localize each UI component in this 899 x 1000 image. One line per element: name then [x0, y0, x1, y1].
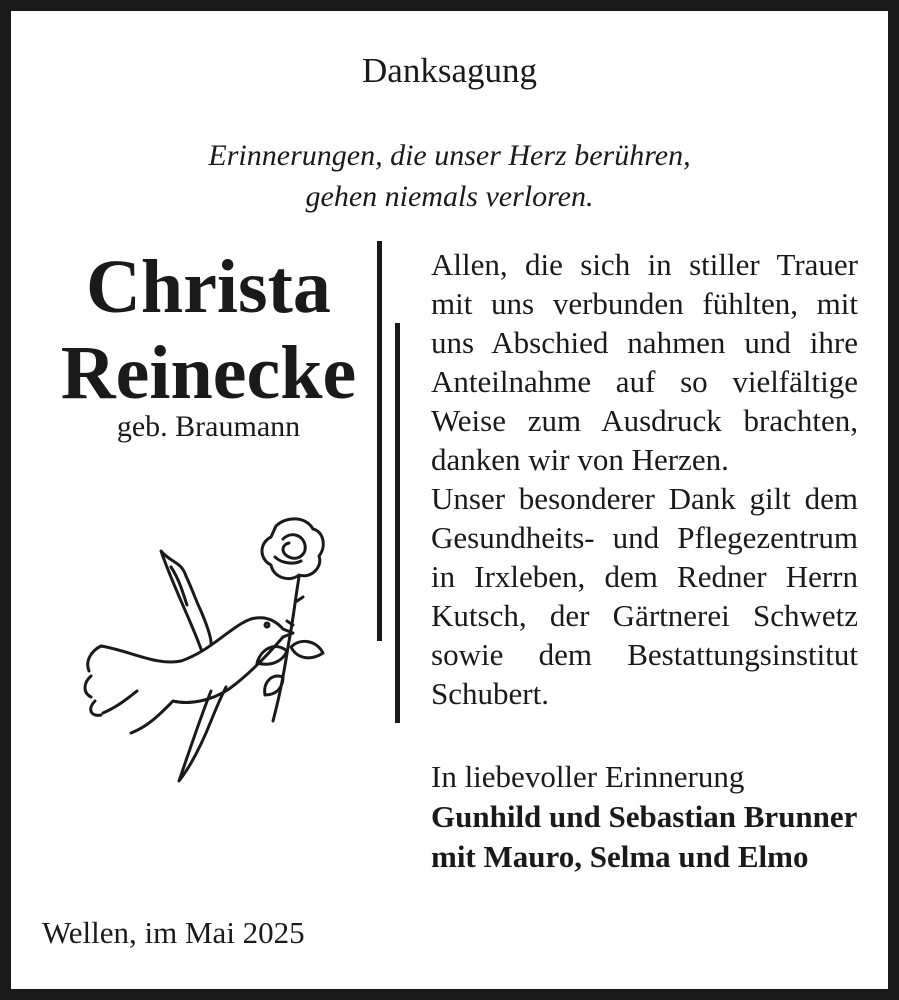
thank-you-paragraph-1: Allen, die sich in stiller Trauer mit uns verbunden fühlten, mit uns Abschied nahmen und ihre Anteilnahme auf so vielfältige Weise zum Ausdruck brachten, danken wir von Herzen.	[431, 247, 858, 477]
thank-you-text	[431, 245, 858, 713]
divider-bar-left	[377, 241, 382, 641]
dove-with-rose-drawing	[61, 501, 361, 801]
notice-heading: Danksagung	[362, 51, 537, 90]
maiden-name: geb. Braumann	[116, 410, 301, 443]
quote-line-2: gehen niemals verloren.	[305, 180, 594, 213]
deceased-first-name: Christa	[86, 245, 331, 329]
divider-bar-right	[395, 323, 400, 723]
thank-you-paragraph-2: Unser besonderer Dank gilt dem Gesundheits- und Pflegezentrum in Irxleben, dem Redner Herrn Kutsch, der Gärtnerei Schwetz sowie dem Bestattungsinstitut Schubert.	[431, 481, 858, 711]
signature-line-2: mit Mauro, Selma und Elmo	[431, 839, 809, 874]
signature-line-1: Gunhild und Sebastian Brunner	[431, 799, 858, 834]
quote-line-1: Erinnerungen, die unser Herz berühren,	[208, 139, 691, 172]
closing-phrase: In liebevoller Erinnerung	[431, 759, 745, 794]
dove-with-rose-icon	[61, 501, 361, 801]
deceased-last-name: Reinecke	[60, 331, 357, 415]
memorial-quote	[11, 135, 888, 217]
closing-block	[431, 757, 871, 877]
place-and-date: Wellen, im Mai 2025	[42, 915, 305, 950]
